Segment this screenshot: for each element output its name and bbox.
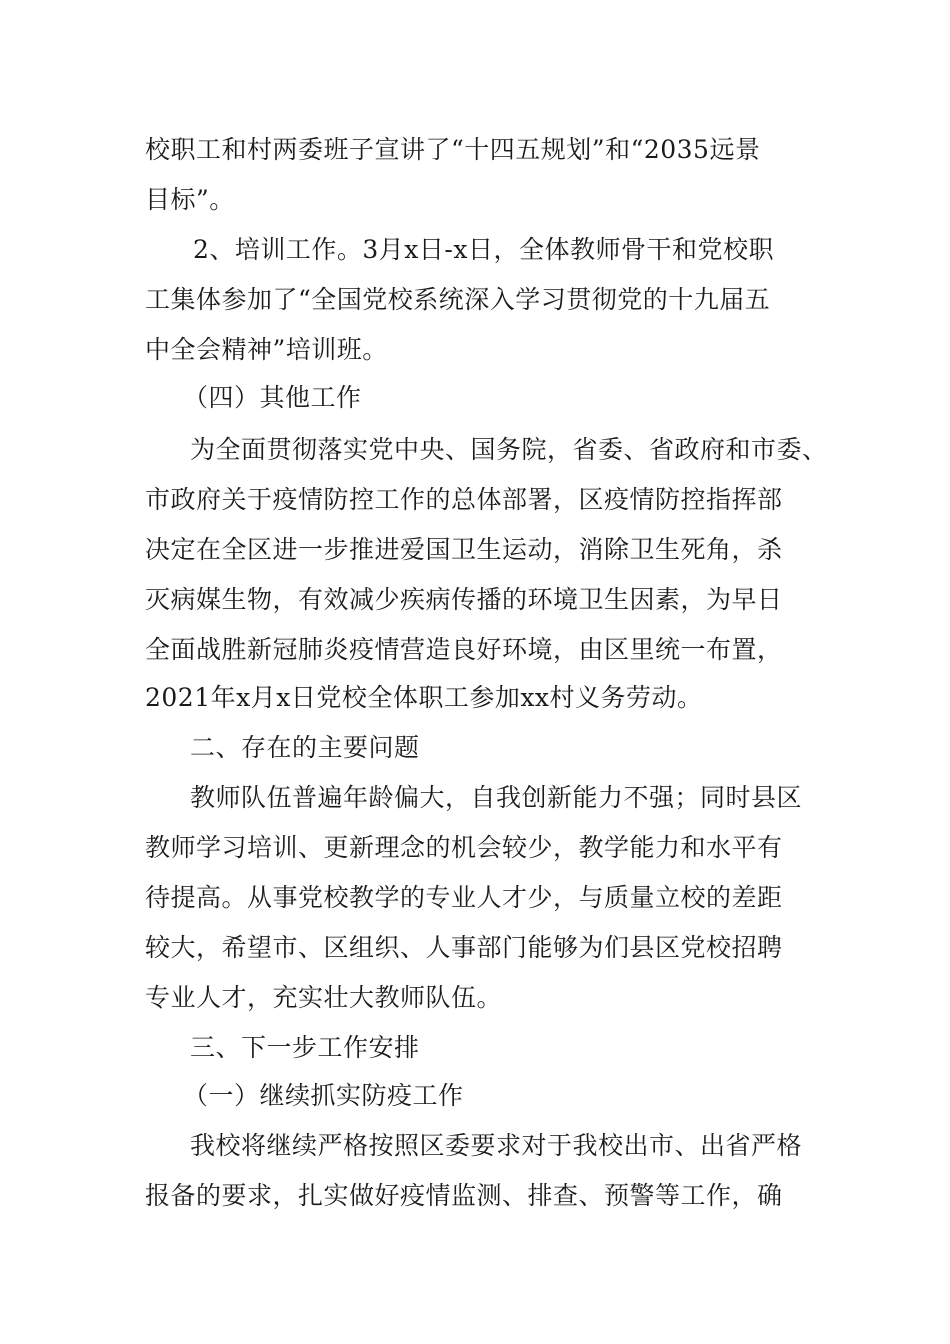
text-line: 专业人才，充实壮大教师队伍。 bbox=[145, 983, 503, 1012]
text-line: 待提高。从事党校教学的专业人才少，与质量立校的差距 bbox=[145, 883, 783, 912]
text-line: 校职工和村两委班子宣讲了“十四五规划”和“2035远景 bbox=[145, 135, 761, 164]
text-line: 为全面贯彻落实党中央、国务院，省委、省政府和市委、 bbox=[190, 435, 828, 464]
text-line: 目标”。 bbox=[145, 185, 235, 214]
text-line: 2021年x月x日党校全体职工参加xx村义务劳动。 bbox=[145, 683, 703, 712]
text-line: 报备的要求，扎实做好疫情监测、排查、预警等工作，确 bbox=[145, 1181, 783, 1210]
text-line: 决定在全区进一步推进爱国卫生运动，消除卫生死角，杀 bbox=[145, 535, 783, 564]
text-line: 较大，希望市、区组织、人事部门能够为们县区党校招聘 bbox=[145, 933, 783, 962]
section-heading: （四）其他工作 bbox=[183, 383, 362, 412]
text-line: 工集体参加了“全国党校系统深入学习贯彻党的十九届五 bbox=[145, 285, 771, 314]
section-heading: 三、下一步工作安排 bbox=[190, 1033, 420, 1062]
text-line: 我校将继续严格按照区委要求对于我校出市、出省严格 bbox=[190, 1131, 803, 1160]
text-line: 市政府关于疫情防控工作的总体部署，区疫情防控指挥部 bbox=[145, 485, 783, 514]
text-line: 教师学习培训、更新理念的机会较少，教学能力和水平有 bbox=[145, 833, 783, 862]
text-line: 教师队伍普遍年龄偏大，自我创新能力不强；同时县区 bbox=[190, 783, 803, 812]
section-heading: 二、存在的主要问题 bbox=[190, 733, 420, 762]
section-heading: （一）继续抓实防疫工作 bbox=[183, 1081, 464, 1110]
text-line: 中全会精神”培训班。 bbox=[145, 335, 388, 364]
section-heading: 2、培训工作。3月x日-x日，全体教师骨干和党校职 bbox=[193, 235, 774, 264]
text-line: 全面战胜新冠肺炎疫情营造良好环境，由区里统一布置， bbox=[145, 635, 783, 664]
text-line: 灭病媒生物，有效减少疾病传播的环境卫生因素，为早日 bbox=[145, 585, 783, 614]
